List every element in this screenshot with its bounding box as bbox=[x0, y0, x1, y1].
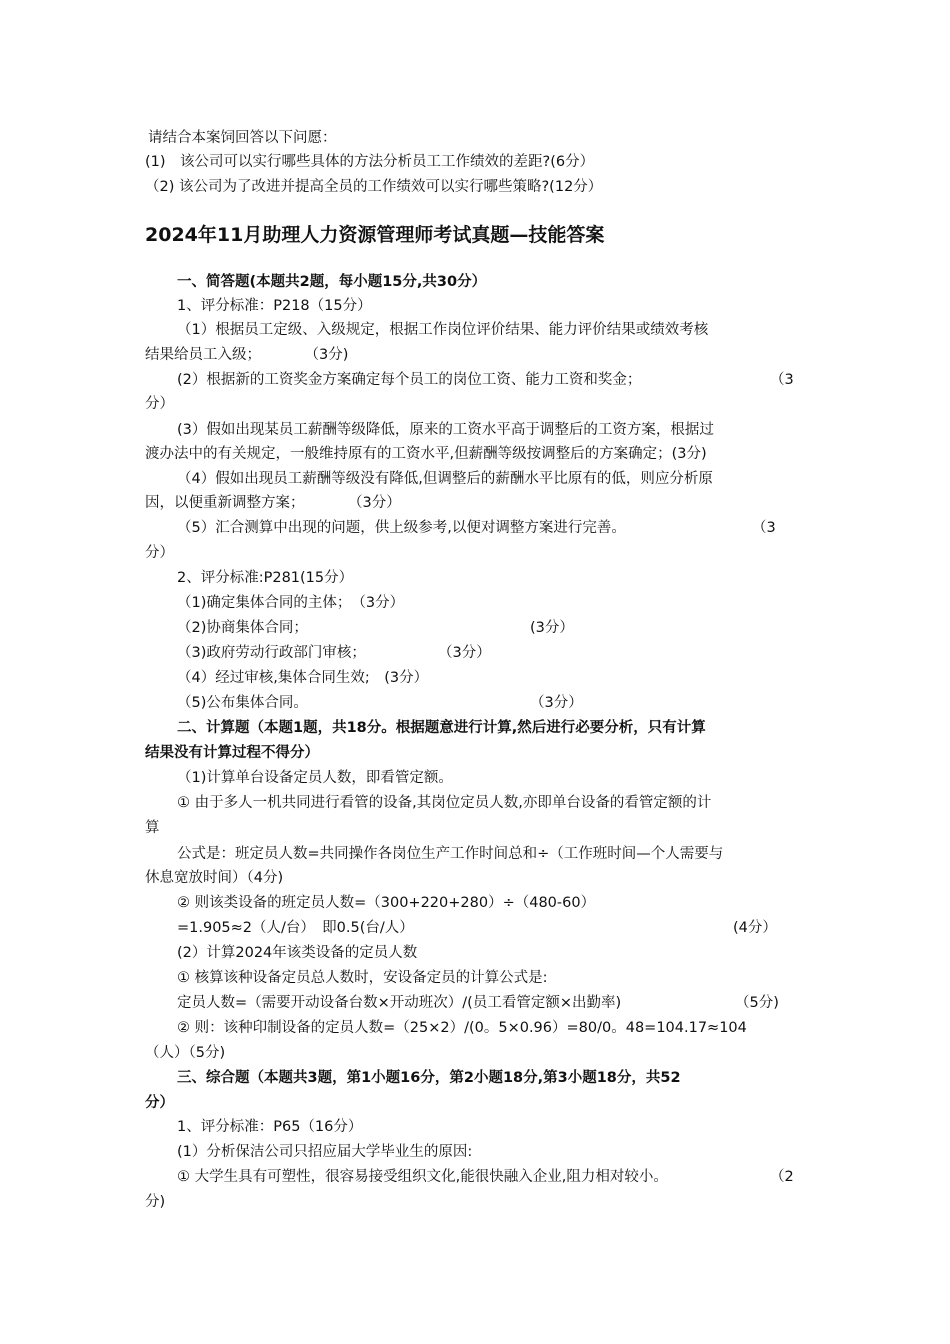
s1-contract-4: （4）经过审核,集体合同生效; (3分） bbox=[177, 670, 429, 686]
s2-line-7: ① 核算该种设备定员总人数时，安设备定员的计算公式是: bbox=[177, 970, 548, 986]
section-2-heading-1: 二、计算题（本题1题，共18分。根据题意进行计算,然后进行必要分析，只有计算 bbox=[177, 720, 706, 736]
s1-point-5a: （5）汇合测算中出现的问题，供上级参考,以便对调整方案进行完善。 bbox=[177, 520, 626, 536]
section-1-heading: 一、简答题(本题共2题，每小题15分,共30分） bbox=[177, 274, 487, 290]
s1-contract-2: （2)协商集体合同； bbox=[177, 620, 308, 636]
s3-line-2b: 分) bbox=[145, 1194, 166, 1210]
s1-item-2: 2、评分标准:P281(15分） bbox=[177, 570, 354, 586]
s2-line-5: =1.905≈2（人/台） 即0.5(台/人） bbox=[177, 920, 414, 936]
s1-contract-3-score: （3分） bbox=[438, 645, 491, 661]
s1-contract-5-score: （3分） bbox=[530, 695, 583, 711]
s2-line-9b: （人）（5分) bbox=[145, 1045, 226, 1061]
s1-point-2a: (2）根据新的工资奖金方案确定每个员工的岗位工资、能力工资和奖金； bbox=[177, 372, 642, 388]
s2-line-2b: 算 bbox=[145, 820, 160, 836]
s2-line-9a: ② 则：该种印制设备的定员人数=（25×2）/(0。5×0.96）=80/0。48=104.17≈104 bbox=[177, 1020, 747, 1036]
s1-point-2-score: （3 bbox=[770, 372, 794, 388]
s1-contract-2-score: (3分） bbox=[530, 620, 574, 636]
question-1: (1) 该公司可以实行哪些具体的方法分析员工工作绩效的差距?(6分） bbox=[145, 154, 595, 170]
s1-point-4a: （4）假如出现员工薪酬等级没有降低,但调整后的薪酬水平比原有的低，则应分析原 bbox=[177, 471, 713, 487]
section-2-heading-2: 结果没有计算过程不得分） bbox=[145, 745, 319, 761]
s2-line-6: (2）计算2024年该类设备的定员人数 bbox=[177, 945, 418, 961]
question-intro: 请结合本案饲回答以下问愿： bbox=[148, 130, 337, 146]
s3-line-2: ① 大学生具有可塑性，很容易接受组织文化,能很快融入企业,阻力相对较小。 bbox=[177, 1169, 668, 1185]
question-2: （2) 该公司为了改进并提高全员的工作绩效可以实行哪些策略?(12分） bbox=[145, 179, 603, 195]
s1-contract-3: （3)政府劳动行政部门审核； bbox=[177, 645, 366, 661]
s1-point-3a: (3）假如出现某员工薪酬等级降低，原来的工资水平高于调整后的工资方案，根据过 bbox=[177, 422, 714, 438]
s3-line-1: (1）分析保洁公司只招应届大学毕业生的原因: bbox=[177, 1144, 473, 1160]
s2-line-8-score: （5分) bbox=[735, 995, 779, 1011]
s1-point-1a: （1）根据员工定级、入级规定，根据工作岗位评价结果、能力评价结果或绩效考核 bbox=[177, 322, 709, 338]
s1-point-5b: 分） bbox=[145, 545, 174, 561]
s2-line-2a: ① 由于多人一机共同进行看管的设备,其岗位定员人数,亦即单台设备的看管定额的计 bbox=[177, 795, 712, 811]
s1-point-2b: 分） bbox=[145, 396, 174, 412]
s2-line-4: ② 则该类设备的班定员人数=（300+220+280）÷（480-60） bbox=[177, 895, 596, 911]
s1-point-4b: 因，以便重新调整方案； （3分） bbox=[145, 495, 401, 511]
s2-line-1: （1)计算单台设备定员人数，即看管定额。 bbox=[177, 770, 453, 786]
s1-item-1: 1、评分标准：P218（15分） bbox=[177, 298, 372, 314]
s1-contract-5: （5)公布集体合同。 bbox=[177, 695, 308, 711]
s2-line-3b: 休息宽放时间）（4分) bbox=[145, 870, 284, 886]
s1-point-5-score: （3 bbox=[752, 520, 776, 536]
s2-line-3a: 公式是：班定员人数=共同操作各岗位生产工作时间总和÷（工作班时间—个人需要与 bbox=[177, 846, 724, 862]
s3-item-1: 1、评分标准：P65（16分） bbox=[177, 1119, 363, 1135]
section-3-heading-1: 三、综合题（本题共3题，第1小题16分，第2小题18分,第3小题18分，共52 bbox=[177, 1070, 681, 1086]
s1-contract-1: （1)确定集体合同的主体； （3分） bbox=[177, 595, 405, 611]
section-3-heading-2: 分） bbox=[145, 1095, 174, 1111]
s1-point-3b: 渡办法中的有关规定，一般维持原有的工资水平,但薪酬等级按调整后的方案确定；(3分) bbox=[145, 446, 707, 462]
s2-line-8: 定员人数=（需要开动设备台数×开动班次）/(员工看管定额×出勤率) bbox=[177, 995, 622, 1011]
s1-point-1b: 结果给员工入级； （3分) bbox=[145, 347, 349, 363]
s3-line-2-score: （2 bbox=[770, 1169, 794, 1185]
s2-line-5-score: (4分） bbox=[733, 920, 777, 936]
page-title: 2024年11月助理人力资源管理师考试真题—技能答案 bbox=[145, 224, 605, 246]
